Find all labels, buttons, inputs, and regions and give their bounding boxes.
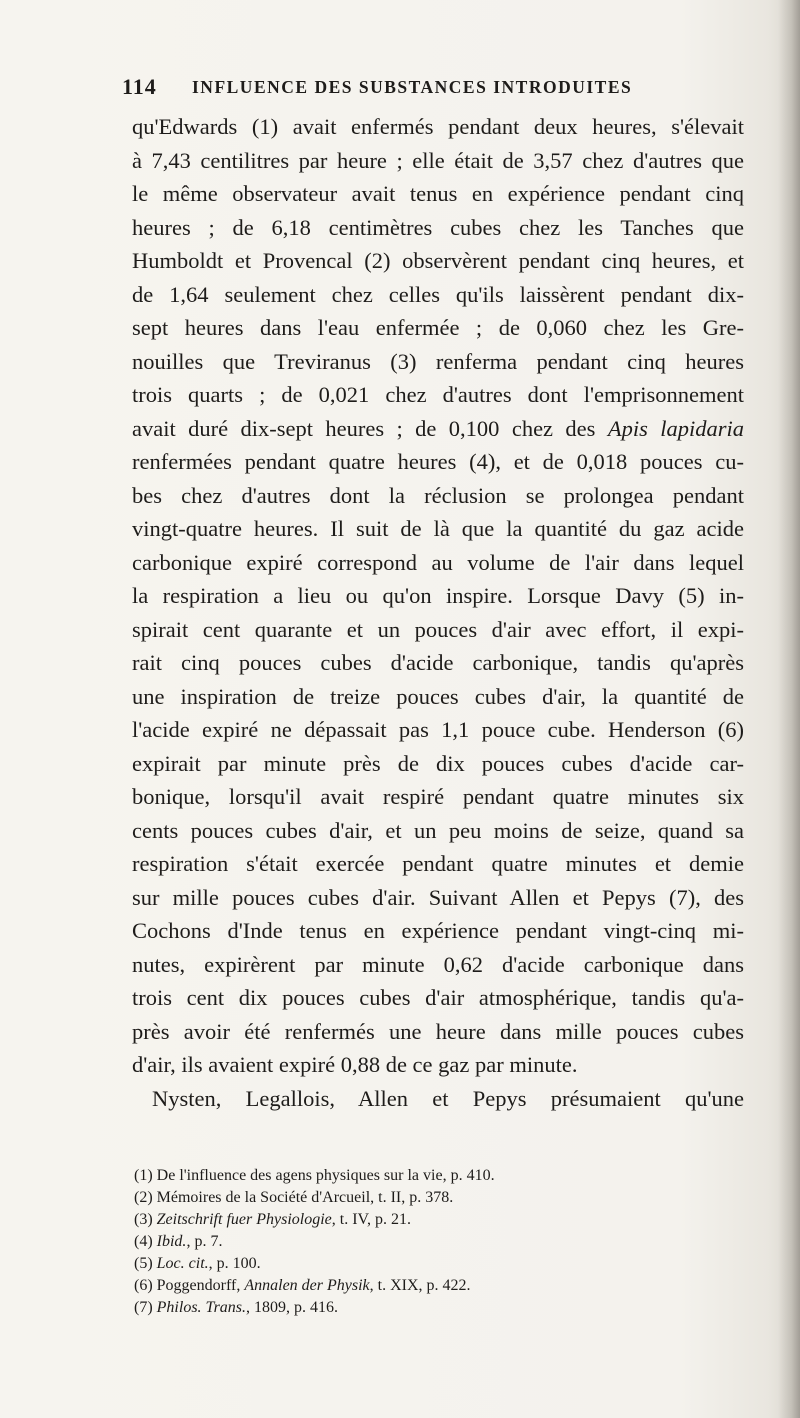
footnote-text: Poggendorff, Annalen der Physik, t. XIX, p. 422. xyxy=(156,1277,471,1294)
body-line: carbonique expiré correspond au volume de l'air dans lequel xyxy=(132,549,744,575)
footnote xyxy=(134,1231,744,1253)
footnote xyxy=(134,1187,744,1209)
body-line: près avoir été renfermés une heure dans mille pouces cubes xyxy=(132,1018,744,1044)
footnote-number: (3) xyxy=(134,1211,153,1228)
footnote-text: Ibid., p. 7. xyxy=(156,1233,223,1250)
body-line: le même observateur avait tenus en expérience pendant cinq xyxy=(132,181,744,206)
footnote-number: (1) xyxy=(134,1167,153,1184)
body-line: avait duré dix-sept heures ; de 0,100 chez des Apis lapidaria xyxy=(132,415,745,441)
body-line: expirait par minute près de dix pouces cubes d'acide car- xyxy=(132,750,744,776)
footnote-text: Philos. Trans., 1809, p. 416. xyxy=(156,1299,339,1316)
footnote xyxy=(134,1209,744,1231)
footnote-number: (4) xyxy=(134,1233,153,1250)
page-number: 114 xyxy=(122,74,157,99)
page-edge-shadow xyxy=(778,0,800,1418)
body-line: d'air, ils avaient expiré 0,88 de ce gaz par minute. xyxy=(132,1052,578,1077)
body-line: la respiration a lieu ou qu'on inspire. Lorsque Davy (5) in- xyxy=(132,583,744,608)
body-line: bonique, lorsqu'il avait respiré pendant quatre minutes six xyxy=(132,784,744,809)
body-line: à 7,43 centilitres par heure ; elle était de 3,57 chez d'autres que xyxy=(132,147,744,173)
body-line: nouilles que Treviranus (3) renferma pendant cinq heures xyxy=(132,348,744,374)
footnote-number: (2) xyxy=(134,1189,153,1206)
footnote xyxy=(134,1275,744,1297)
footnote-text: Loc. cit., p. 100. xyxy=(156,1255,261,1272)
footnote-text: Zeitschrift fuer Physiologie, t. IV, p. 21. xyxy=(156,1211,412,1228)
body-line: Humboldt et Provencal (2) observèrent pendant cinq heures, et xyxy=(132,248,744,273)
footnote-number: (5) xyxy=(134,1255,153,1272)
footnote xyxy=(134,1297,744,1319)
body-line: trois cent dix pouces cubes d'air atmosphérique, tandis qu'a- xyxy=(132,985,744,1010)
footnote-number: (7) xyxy=(134,1299,153,1316)
footnote xyxy=(134,1165,744,1187)
body-line: nutes, expirèrent par minute 0,62 d'acide carbonique dans xyxy=(132,951,744,977)
body-line: sur mille pouces cubes d'air. Suivant Allen et Pepys (7), des xyxy=(132,884,744,910)
footnote xyxy=(134,1253,744,1275)
footnote-text: Mémoires de la Société d'Arcueil, t. II, p. 378. xyxy=(156,1189,454,1206)
body-line: respiration s'était exercée pendant quatre minutes et demie xyxy=(132,851,744,876)
body-line: sept heures dans l'eau enfermée ; de 0,060 chez les Gre- xyxy=(132,315,744,340)
body-line: Cochons d'Inde tenus en expérience pendant vingt-cinq mi- xyxy=(132,918,744,943)
body-line: rait cinq pouces cubes d'acide carbonique, tandis qu'après xyxy=(132,650,744,675)
body-line: qu'Edwards (1) avait enfermés pendant deux heures, s'élevait xyxy=(132,114,744,139)
running-head: INFLUENCE DES SUBSTANCES INTRODUITES xyxy=(192,77,633,97)
body-line: renfermées pendant quatre heures (4), et de 0,018 pouces cu- xyxy=(132,449,744,474)
footnotes xyxy=(134,1165,744,1319)
body-line: cents pouces cubes d'air, et un peu moins de seize, quand sa xyxy=(132,817,744,843)
body-line: spirait cent quarante et un pouces d'air avec effort, il expi- xyxy=(132,616,744,642)
body-line: bes chez d'autres dont la réclusion se prolongea pendant xyxy=(132,482,744,508)
body-line: vingt-quatre heures. Il suit de là que la quantité du gaz acide xyxy=(132,516,744,541)
footnote-number: (6) xyxy=(134,1277,153,1294)
body-line: une inspiration de treize pouces cubes d'air, la quantité de xyxy=(132,683,744,709)
body-line: l'acide expiré ne dépassait pas 1,1 pouce cube. Henderson (6) xyxy=(132,717,744,742)
body-line: trois quarts ; de 0,021 chez d'autres dont l'emprisonnement xyxy=(132,382,744,407)
body-text xyxy=(132,110,744,1115)
body-line: Nysten, Legallois, Allen et Pepys présumaient qu'une xyxy=(152,1085,744,1111)
footnote-text: De l'influence des agens physiques sur la vie, p. 410. xyxy=(156,1167,495,1184)
page-header xyxy=(122,74,742,104)
body-line: de 1,64 seulement chez celles qu'ils laissèrent pendant dix- xyxy=(132,281,744,307)
body-line: heures ; de 6,18 centimètres cubes chez les Tanches que xyxy=(132,214,744,240)
